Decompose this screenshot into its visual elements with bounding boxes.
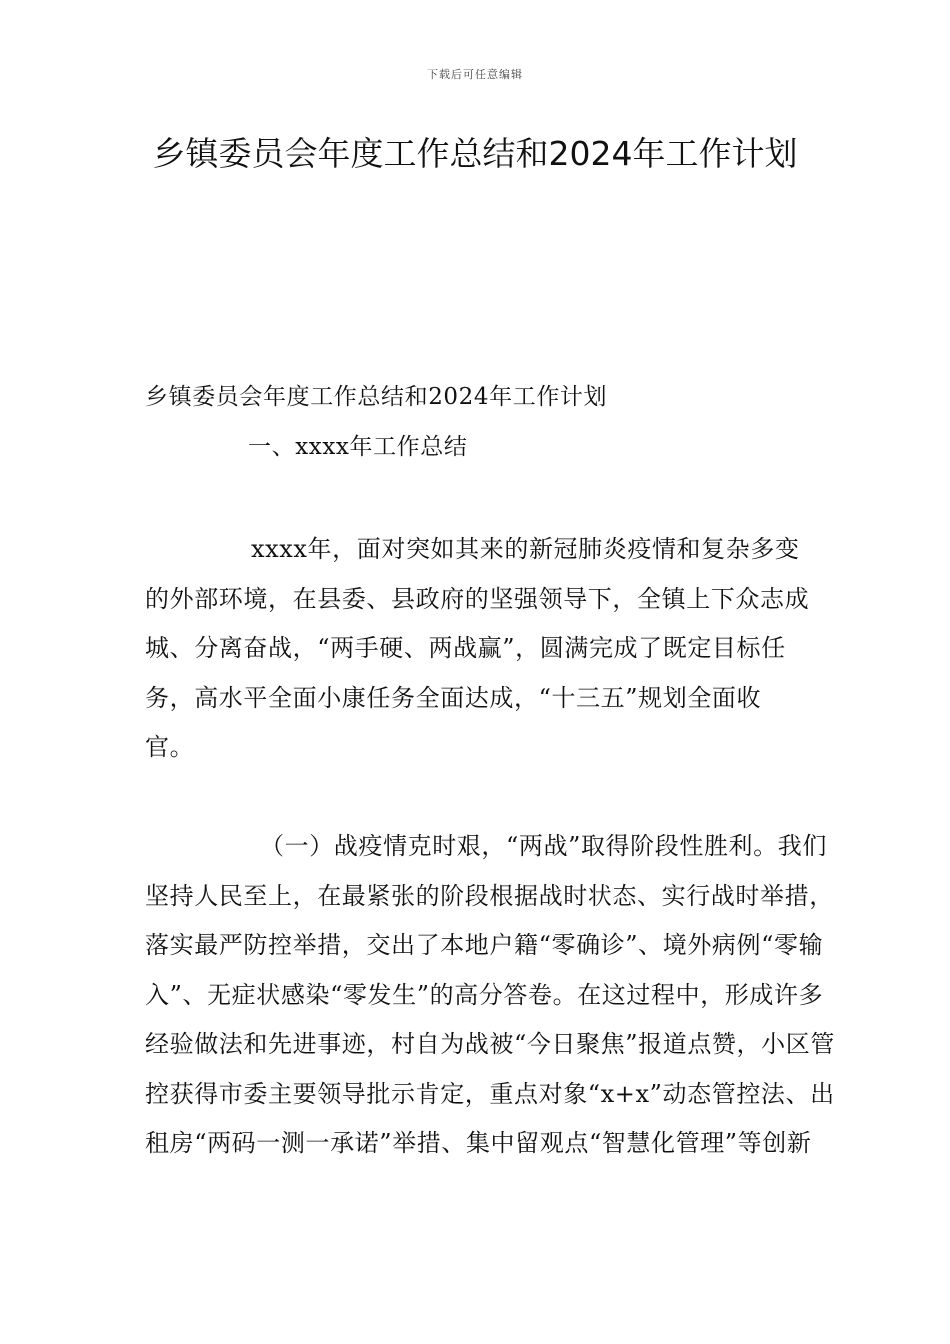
paragraph-epidemic: （一）战疫情克时艰，“两战”取得阶段性胜利。我们坚持人民至上，在最紧张的阶段根据战时状态、实行战时举措，落实最严防控举措，交出了本地户籍“零确诊”、境外病例“零输入”、无症状感染“零发生”的高分答卷。在这过程中，形成许多经验做法和先进事迹，村自为战被“今日聚焦”报道点赞，小区管控获得市委主要领导批示肯定，重点对象“x+x”动态管控法、出租房“两码一测一承诺”举措、集中留观点“智慧化管理”等创新 [145, 832, 835, 1157]
document-title: 乡镇委员会年度工作总结和2024年工作计划 [152, 134, 798, 173]
document-subtitle: 乡镇委员会年度工作总结和2024年工作计划 [145, 384, 608, 410]
section-heading: 一、xxxx年工作总结 [248, 434, 468, 460]
header-note: 下载后可任意编辑 [427, 68, 523, 81]
paragraph-summary: xxxx年，面对突如其来的新冠肺炎疫情和复杂多变的外部环境，在县委、县政府的坚强领导下，全镇上下众志成城、分离奋战，“两手硬、两战赢”，圆满完成了既定目标任务，高水平全面小康任务全面达成，“十三五”规划全面收官。 [145, 535, 810, 761]
